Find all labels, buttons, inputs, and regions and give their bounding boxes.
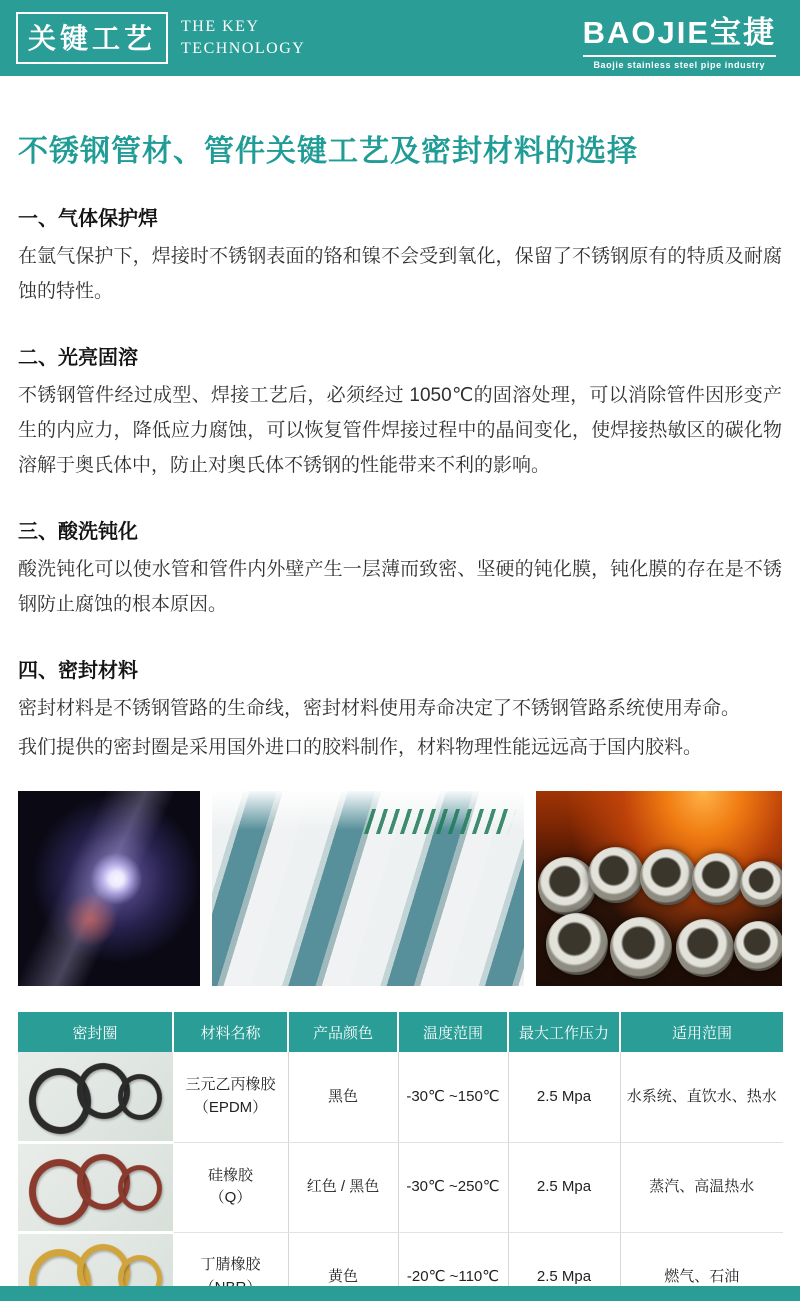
nbr-temp-cell: -20℃ ~110℃ bbox=[398, 1232, 508, 1301]
footer-accent-bar bbox=[0, 1286, 800, 1301]
section-2-body: 不锈钢管件经过成型、焊接工艺后，必须经过 1050℃的固溶处理，可以消除管件因形变产生的内应力，降低应力腐蚀，可以恢复管件焊接过程中的晶间变化，使焊接热敏区的碳化物溶解于奥氏体中，防止对奥氏体不锈钢的性能带来不利的影响。 bbox=[18, 385, 782, 476]
section-3-heading: 三、酸洗钝化 bbox=[18, 521, 138, 543]
section-4-heading: 四、密封材料 bbox=[18, 660, 138, 682]
epdm-material-cell: 三元乙丙橡胶 （EPDM） bbox=[173, 1052, 288, 1142]
header-subtitle-line2: TECHNOLOGY bbox=[181, 40, 306, 57]
argon-arc-welding-photo bbox=[18, 791, 200, 986]
col-header-temp-range: 温度范围 bbox=[398, 1012, 508, 1052]
col-header-product-color: 产品颜色 bbox=[288, 1012, 398, 1052]
pickling-passivation-tanks-photo bbox=[212, 791, 524, 986]
silicone-temp-cell: -30℃ ~250℃ bbox=[398, 1142, 508, 1232]
silicone-pressure-cell: 2.5 Mpa bbox=[508, 1142, 620, 1232]
badge-text: 关键工艺 bbox=[28, 24, 157, 55]
table-header-row bbox=[18, 1012, 783, 1052]
epdm-temp-cell: -30℃ ~150℃ bbox=[398, 1052, 508, 1142]
epdm-pressure-cell: 2.5 Mpa bbox=[508, 1052, 620, 1142]
section-1-heading: 一、气体保护焊 bbox=[18, 208, 158, 230]
red-o-rings-image bbox=[18, 1144, 173, 1231]
photo-strip bbox=[18, 791, 782, 986]
silicone-color-cell: 红色 / 黑色 bbox=[288, 1142, 398, 1232]
epdm-ring-photo-cell bbox=[18, 1052, 173, 1142]
section-2-heading: 二、光亮固溶 bbox=[18, 347, 138, 369]
baojie-logo-tagline: Baojie stainless steel pipe industry bbox=[593, 59, 766, 70]
key-technology-badge bbox=[16, 12, 168, 64]
nbr-color-cell: 黄色 bbox=[288, 1232, 398, 1301]
silicone-usage-cell: 蒸汽、高温热水 bbox=[620, 1142, 783, 1232]
seal-material-table bbox=[18, 1012, 783, 1301]
section-4-body2: 我们提供的密封圈是采用国外进口的胶料制作，材料物理性能远远高于国内胶料。 bbox=[18, 737, 703, 758]
col-header-seal-ring: 密封圈 bbox=[18, 1012, 173, 1052]
header-bar bbox=[0, 0, 800, 76]
baojie-logo bbox=[583, 7, 784, 70]
col-header-material-name: 材料名称 bbox=[173, 1012, 288, 1052]
bright-solution-furnace-pipes-photo bbox=[536, 791, 782, 986]
table-row-silicone bbox=[18, 1142, 783, 1232]
nbr-pressure-cell: 2.5 Mpa bbox=[508, 1232, 620, 1301]
header-subtitle-line1: THE KEY bbox=[181, 18, 260, 36]
table-row-epdm bbox=[18, 1052, 783, 1142]
main-content bbox=[0, 126, 800, 765]
nbr-material-cell: 丁腈橡胶 bbox=[173, 1232, 288, 1301]
black-o-rings-image bbox=[18, 1052, 173, 1141]
section-1-body: 在氩气保护下，焊接时不锈钢表面的铬和镍不会受到氧化，保留了不锈钢原有的特质及耐腐蚀的特性。 bbox=[18, 246, 782, 302]
baojie-logo-text: BAOJIE宝捷 bbox=[583, 7, 776, 57]
page-title: 不锈钢管材、管件关键工艺及密封材料的选择 bbox=[18, 135, 638, 168]
epdm-color-cell: 黑色 bbox=[288, 1052, 398, 1142]
silicone-material-cell: 硅橡胶 （Q） bbox=[173, 1142, 288, 1232]
epdm-usage-cell: 水系统、直饮水、热水 bbox=[620, 1052, 783, 1142]
col-header-application: 适用范围 bbox=[620, 1012, 783, 1052]
section-4-body: 密封材料是不锈钢管路的生命线，密封材料使用寿命决定了不锈钢管路系统使用寿命。 bbox=[18, 698, 741, 719]
header-subtitle bbox=[181, 16, 305, 59]
nbr-usage-cell: 燃气、石油 bbox=[620, 1232, 783, 1301]
col-header-max-pressure: 最大工作压力 bbox=[508, 1012, 620, 1052]
section-3-body: 酸洗钝化可以使水管和管件内外壁产生一层薄而致密、坚硬的钝化膜，钝化膜的存在是不锈钢防止腐蚀的根本原因。 bbox=[18, 559, 782, 615]
silicone-ring-photo-cell bbox=[18, 1142, 173, 1232]
